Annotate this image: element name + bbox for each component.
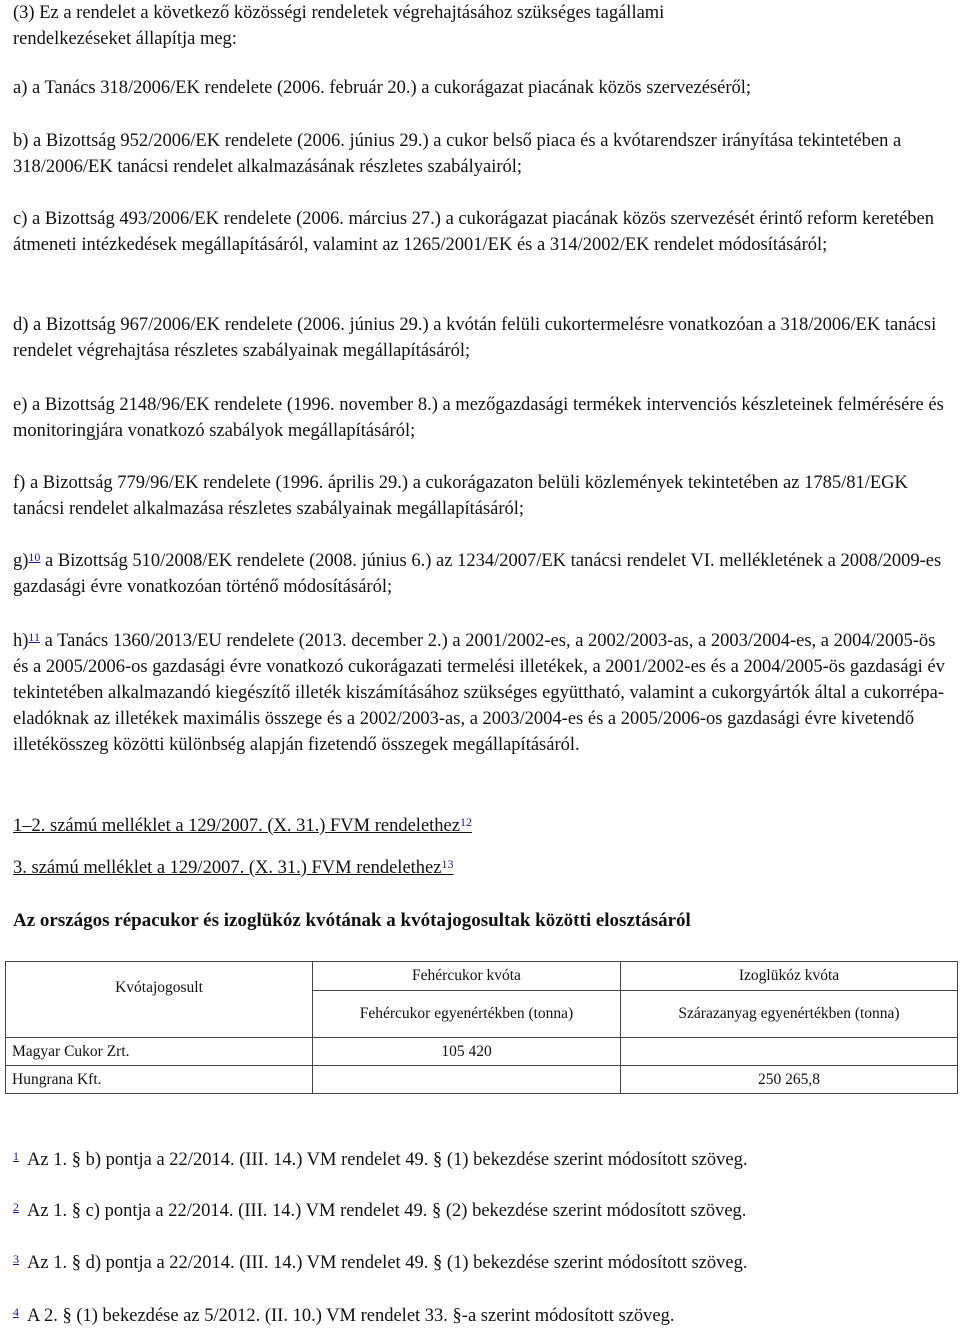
annex-link-1-text: 1–2. számú melléklet a 129/2007. (X. 31.) FVM rendelethez xyxy=(13,816,460,836)
item-d: d) a Bizottság 967/2006/EK rendelete (2006. június 29.) a kvótán felüli cukortermelésre vonatkozóan a 318/2006/EK tanácsi rendelet végrehajtása részletes szabályainak megállapításáról; xyxy=(13,315,937,361)
footnote-2 xyxy=(13,1199,746,1223)
table-header-row xyxy=(6,962,958,991)
footnote-ref-13[interactable]: 13 xyxy=(441,857,454,871)
item-b: b) a Bizottság 952/2006/EK rendelete (2006. június 29.) a cukor belső piaca és a kvótarendszer irányítása tekintetében a 318/2006/EK tanácsi rendelet alkalmazásának részletes szabályairól; xyxy=(13,131,902,177)
item-f: f) a Bizottság 779/96/EK rendelete (1996. április 29.) a cukorágazaton belüli közlemények tekintetében az 1785/81/EGK tanácsi rendelet alkalmazása részletes szabályainak megállapításáról; xyxy=(13,473,908,519)
item-e: e) a Bizottság 2148/96/EK rendelete (1996. november 8.) a mezőgazdasági termékek intervenciós készleteinek felmérésére és monitoringjára vonatkozó szabályok megállapításáról; xyxy=(13,395,944,441)
row-holder-name: Magyar Cukor Zrt. xyxy=(6,1038,313,1066)
annex-link-2[interactable] xyxy=(13,855,453,881)
subheader-dry-matter-equivalent: Szárazanyag egyenértékben (tonna) xyxy=(621,991,958,1038)
footnote-number[interactable]: 3 xyxy=(13,1252,19,1266)
footnote-number[interactable]: 4 xyxy=(13,1305,19,1319)
footnote-text: A 2. § (1) bekezdése az 5/2012. (II. 10.) VM rendelet 33. §-a szerint módosított szöveg. xyxy=(27,1306,675,1326)
footnote-text: Az 1. § c) pontja a 22/2014. (III. 14.) VM rendelet 49. § (2) bekezdése szerint módosított szöveg. xyxy=(27,1201,747,1221)
row-iso-value xyxy=(621,1038,958,1066)
footnote-number[interactable]: 2 xyxy=(13,1200,19,1214)
footnote-text: Az 1. § d) pontja a 22/2014. (III. 14.) VM rendelet 49. § (1) bekezdése szerint módosított szöveg. xyxy=(27,1253,748,1273)
item-g xyxy=(13,548,948,600)
footnote-1 xyxy=(13,1148,747,1172)
header-isoglucose-quota: Izoglükóz kvóta xyxy=(621,962,958,991)
intro-line-1: (3) Ez a rendelet a következő közösségi rendeletek végrehajtásához szükséges tagállami xyxy=(13,3,665,23)
footnote-text: Az 1. § b) pontja a 22/2014. (III. 14.) VM rendelet 49. § (1) bekezdése szerint módosított szöveg. xyxy=(27,1150,748,1170)
quota-table xyxy=(5,961,958,1094)
annex-link-2-text: 3. számú melléklet a 129/2007. (X. 31.) FVM rendelethez xyxy=(13,858,442,878)
annex-link-1[interactable] xyxy=(13,813,472,839)
item-h-text: a Tanács 1360/2013/EU rendelete (2013. december 2.) a 2001/2002-es, a 2002/2003-as, a 2003/2004-es, a 2004/2005-ös és a 2005/2006-os gazdasági évre vonatkozó cukorágazati termelési illetékek, a 2001/2002-es és a 2004/2005-ös gazdasági év tekintetében alkalmazandó kiegészítő illeték kiszámításához szükséges együttható, valamint a cukorgyártók által a cukorrépa-eladóknak az illetékek maximális összege és a 2002/2003-as, a 2003/2004-es és a 2005/2006-os gazdasági évre kivetendő illetékösszeg közötti különbség alapján fizetendő összegek megállapításáról. xyxy=(13,631,945,755)
item-g-prefix: g) xyxy=(13,551,29,571)
intro-line-2: rendelkezéseket állapítja meg: xyxy=(13,29,237,49)
intro-paragraph xyxy=(13,0,948,52)
subheader-sugar-equivalent: Fehércukor egyenértékben (tonna) xyxy=(313,991,621,1038)
footnote-ref-12[interactable]: 12 xyxy=(459,815,472,829)
footnote-ref-11[interactable]: 11 xyxy=(28,630,40,644)
item-g-text: a Bizottság 510/2008/EK rendelete (2008. június 6.) az 1234/2007/EK tanácsi rendelet VI. mellékletének a 2008/2009-es gazdasági évre vonatkozóan történő módosításáról; xyxy=(13,551,942,597)
row-sugar-value: 105 420 xyxy=(313,1038,621,1066)
item-h xyxy=(13,628,948,758)
item-a: a) a Tanács 318/2006/EK rendelete (2006. február 20.) a cukorágazat piacának közös szervezéséről; xyxy=(13,78,752,98)
table-row xyxy=(6,1066,958,1094)
row-iso-value: 250 265,8 xyxy=(621,1066,958,1094)
row-sugar-value xyxy=(313,1066,621,1094)
header-quota-holder: Kvótajogosult xyxy=(6,962,313,1038)
row-holder-name: Hungrana Kft. xyxy=(6,1066,313,1094)
footnote-number[interactable]: 1 xyxy=(13,1149,19,1163)
item-c: c) a Bizottság 493/2006/EK rendelete (2006. március 27.) a cukorágazat piacának közös szervezését érintő reform keretében átmeneti intézkedések megállapításáról, valamint az 1265/2001/EK és a 314/2002/EK rendelet módosításáról; xyxy=(13,209,935,255)
footnote-ref-10[interactable]: 10 xyxy=(28,550,41,564)
footnote-4 xyxy=(13,1304,675,1328)
section-heading: Az országos répacukor és izoglükóz kvótának a kvótajogosultak közötti elosztásáról xyxy=(13,910,691,931)
footnote-3 xyxy=(13,1251,747,1275)
item-h-prefix: h) xyxy=(13,631,29,651)
header-sugar-quota: Fehércukor kvóta xyxy=(313,962,621,991)
table-row xyxy=(6,1038,958,1066)
